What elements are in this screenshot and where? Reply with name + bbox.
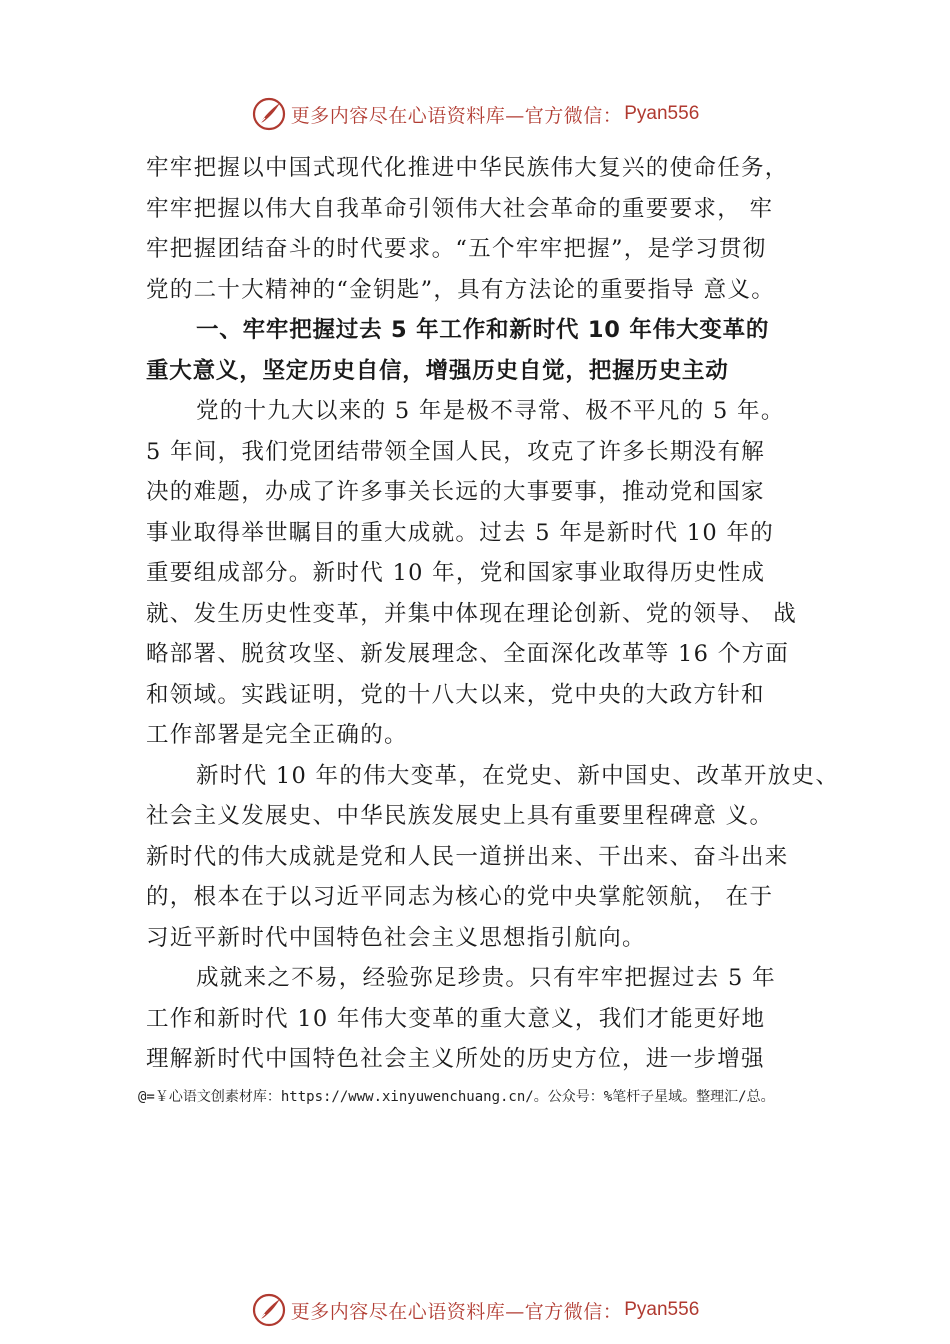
- document-body: [146, 148, 846, 1080]
- text-line: 牢牢把握以伟大自我革命引领伟大社会革命的重要要求， 牢: [146, 195, 774, 222]
- text-line: 理解新时代中国特色社会主义所处的历史方位，进一步增强: [146, 1046, 765, 1072]
- header-banner: [0, 94, 950, 134]
- text-line: 的，根本在于以习近平同志为核心的党中央掌舵领航， 在于: [146, 884, 774, 910]
- text-line: 党的二十大精神的“金钥匙”，具有方法论的重要指导 意义。: [146, 276, 776, 303]
- section-heading-line: 重大意义，坚定历史自信，增强历史自觉，把握历史主动: [146, 357, 729, 384]
- text-line: 工作和新时代 10 年伟大变革的重大意义，我们才能更好地: [146, 1005, 766, 1032]
- text-line: 略部署、脱贫攻坚、新发展理念、全面深化改革等 16 个方面: [146, 641, 790, 667]
- header-banner-text: 更多内容尽在心语资料库—官方微信：: [290, 104, 623, 127]
- quill-seal-icon: [251, 1292, 287, 1328]
- text-line: 工作部署是完全正确的。: [146, 722, 408, 748]
- text-line: 新时代 10 年的伟大变革，在党史、新中国史、改革开放史、: [196, 762, 840, 789]
- text-line: 和领域。实践证明，党的十八大以来，党中央的大政方针和: [146, 681, 765, 708]
- text-line: 牢把握团结奋斗的时代要求。“五个牢牢把握”，是学习贯彻: [146, 236, 767, 262]
- text-line: 事业取得举世瞩目的重大成就。过去 5 年是新时代 10 年的: [146, 519, 775, 546]
- footer-banner-text: 更多内容尽在心语资料库—官方微信：: [290, 1300, 623, 1323]
- text-line: 5 年间，我们党团结带领全国人民，攻克了许多长期没有解: [146, 438, 766, 465]
- quill-seal-icon: [251, 96, 287, 132]
- footer-banner: [0, 1290, 950, 1330]
- text-line: 新时代的伟大成就是党和人民一道拼出来、干出来、奋斗出来: [146, 843, 789, 870]
- text-line: 决的难题，办成了许多事关长远的大事要事，推动党和国家: [146, 479, 765, 505]
- text-line: 习近平新时代中国特色社会主义思想指引航向。: [146, 924, 646, 951]
- footer-banner-handle: Pyan556: [624, 1299, 700, 1320]
- section-heading-line: 一、牢牢把握过去 5 年工作和新时代 10 年伟大变革的: [196, 317, 770, 343]
- text-line: 党的十九大以来的 5 年是极不寻常、极不平凡的 5 年。: [196, 398, 785, 424]
- text-line: 牢牢把握以中国式现代化推进中华民族伟大复兴的使命任务，: [146, 155, 789, 181]
- text-line: 重要组成部分。新时代 10 年，党和国家事业取得历史性成: [146, 560, 766, 586]
- header-banner-handle: Pyan556: [624, 103, 700, 124]
- text-line: 社会主义发展史、中华民族发展史上具有重要里程碑意 义。: [146, 803, 774, 829]
- text-line: 成就来之不易，经验弥足珍贵。只有牢牢把握过去 5 年: [196, 965, 776, 991]
- text-line: 就、发生历史性变革，并集中体现在理论创新、党的领导、 战: [146, 600, 798, 627]
- source-footnote: @=￥心语文创素材库：https://www.xinyuwenchuang.cn/。公众号：%笔杆子星域。整理汇/总。: [138, 1089, 775, 1105]
